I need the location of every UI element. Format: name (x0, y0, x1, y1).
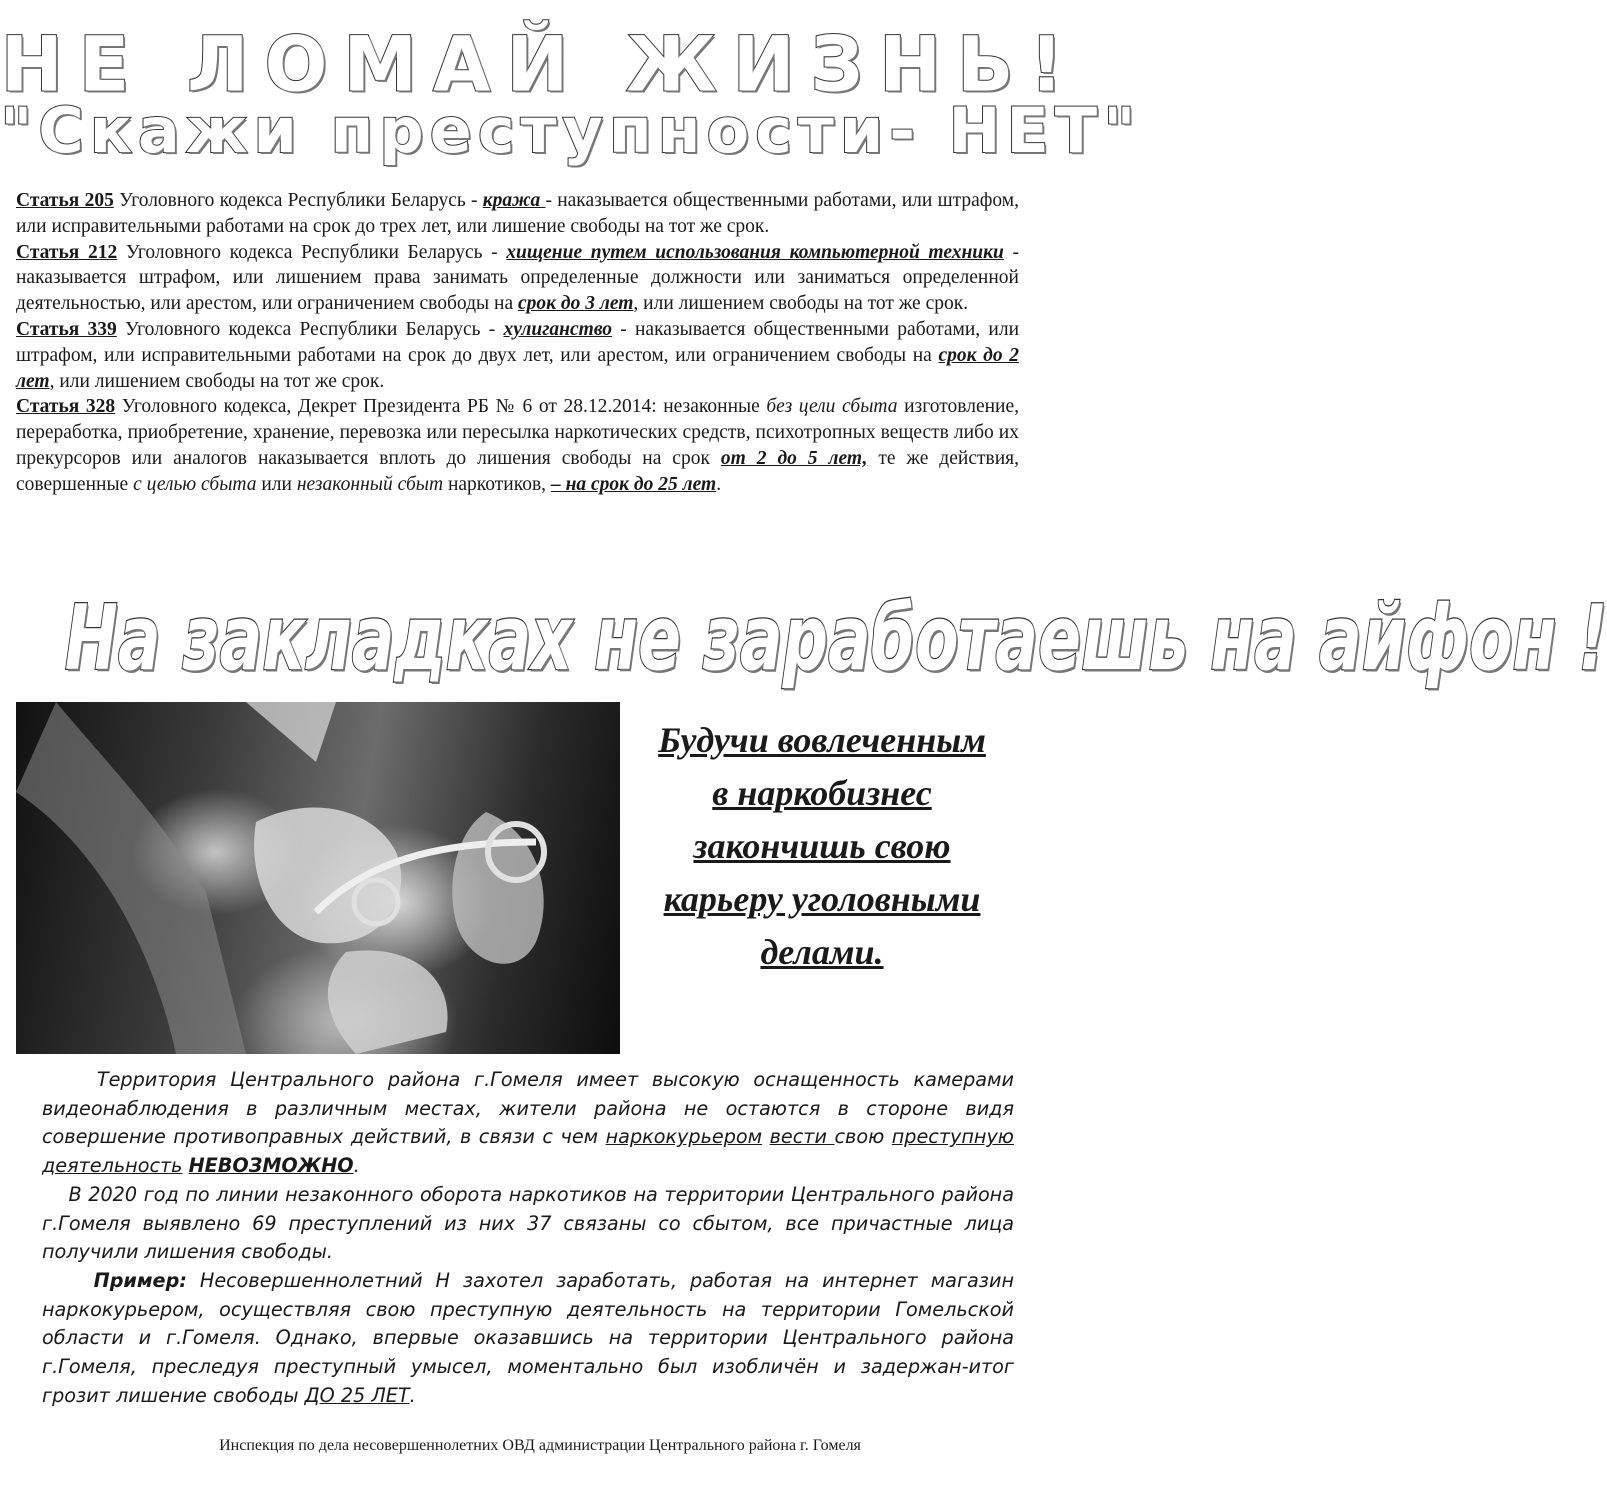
story-text (42, 1066, 1014, 1410)
penalty-emphasis: ДО 25 ЛЕТ (304, 1383, 410, 1407)
paragraph-statistics (42, 1181, 1014, 1267)
article-328 (16, 394, 1019, 497)
footer-credit: Инспекция по дела несовершеннолетних ОВД администрации Центрального района г. Гомеля (219, 1437, 861, 1454)
paragraph-text: . (353, 1154, 360, 1178)
underlined-text: вести (769, 1125, 835, 1149)
penalty-term: от 2 до 5 лет, (720, 447, 868, 469)
poster-subtitle: "Скажи преступности- НЕТ" (0, 94, 1142, 167)
paragraph-cameras (42, 1066, 1014, 1181)
article-label: Статья 328 (16, 396, 116, 418)
paragraph-example (42, 1267, 1014, 1411)
callout-line: Будучи вовлеченным (658, 720, 986, 760)
impossible-emphasis: НЕВОЗМОЖНО (188, 1154, 354, 1178)
article-text: наркотиков, (443, 473, 551, 495)
slogan-heading: На закладках не заработаешь на айфон ! (64, 585, 1607, 690)
underlined-text: преступную деятельность (42, 1125, 1014, 1178)
warning-callout (622, 714, 1022, 979)
article-text: или (256, 473, 297, 495)
paragraph-text: В 2020 год по линии незаконного оборота наркотиков на территории Центрального района г.Гомеля выявлено 69 преступлений из них 37 связаны со сбытом, все причастные лица получили лишения свободы. (42, 1182, 1014, 1264)
callout-line: карьеру уголовными (663, 879, 981, 919)
article-emphasis: с целью сбыта (133, 473, 257, 495)
article-205 (16, 188, 1019, 240)
crime-name: кража (482, 190, 546, 211)
paragraph-text: . (409, 1383, 416, 1407)
article-label: Статья 339 (16, 318, 117, 340)
penalty-term: срок до 2 лет (16, 344, 1020, 392)
example-label: Пример: (93, 1268, 187, 1292)
article-text: изготовление, переработка, приобретение, хранение, перевозка или пересылка наркотических средств, психотропных веществ либо их прекурсоров или аналогов наказывается вплоть до лишения свободы на срок (16, 396, 1020, 469)
article-emphasis: без цели сбыта (766, 396, 898, 418)
article-text: - наказывается штрафом, или лишением права занимать определенные должности или заниматься определенной деятельностью, или арестом, или ограничением свободы на (16, 241, 1020, 315)
article-text: Уголовного кодекса Республики Беларусь - (116, 318, 504, 340)
penalty-term: срок до 3 лет (517, 293, 634, 315)
article-text: Уголовного кодекса Республики Беларусь - (113, 190, 483, 211)
article-text: Уголовного кодекса Республики Беларусь - (117, 241, 507, 263)
article-339 (16, 317, 1019, 394)
article-212 (16, 240, 1019, 317)
callout-line: в наркобизнес (712, 773, 932, 813)
article-emphasis: незаконный сбыт (296, 473, 444, 495)
article-label: Статья 205 (16, 190, 114, 211)
article-text: . (716, 473, 722, 495)
article-label: Статья 212 (16, 241, 118, 263)
poster-title: НЕ ЛОМАЙ ЖИЗНЬ! (0, 21, 1080, 109)
handcuffs-photo (16, 702, 620, 1054)
handcuffs-illustration (16, 702, 620, 1054)
article-text: те же действия, совершенные (16, 447, 1019, 495)
paragraph-text: Несовершеннолетний Н захотел заработать, работая на интернет магазин наркокурьером, осуществляя свою преступную деятельность на территории Гомельской области и г.Гомеля. Однако, впервые оказавшись на территории Центрального района г.Гомеля, преследуя преступный умысел, моментально был изобличён и задержан-итог грозит лишение свободы (42, 1268, 1014, 1407)
paragraph-text (762, 1125, 770, 1148)
penalty-term: – на срок до 25 лет (550, 473, 717, 495)
crime-name: хищение путем использования компьютерной техники (506, 241, 1004, 263)
article-text: , или лишением свободы на тот же срок. (633, 293, 969, 315)
callout-line: делами. (760, 932, 884, 972)
law-articles (16, 188, 1019, 498)
article-text: Уголовного кодекса, Декрет Президента РБ № 6 от 28.12.2014: незаконные (115, 396, 767, 418)
crime-name: хулиганство (503, 318, 613, 340)
article-text: - наказывается общественными работами, или штрафом, или исправительными работами на срок до трех лет, или лишение свободы на тот же срок. (16, 190, 1019, 237)
article-text: , или лишением свободы на тот же срок. (49, 370, 385, 392)
article-text: - наказывается общественными работами, или штрафом, или исправительными работами на срок до двух лет, или арестом, или ограничением свободы на (16, 318, 1020, 366)
paragraph-text: Территория Центрального района г.Гомеля имеет высокую оснащенность камерами видеонаблюдения в различным местах, жители района не остаются в стороне видя совершение противоправных действий, в связи с чем (42, 1068, 1014, 1149)
underlined-text: наркокурьером (605, 1125, 763, 1149)
callout-line: закончишь свою (693, 826, 951, 866)
paragraph-text: свою (834, 1125, 892, 1149)
